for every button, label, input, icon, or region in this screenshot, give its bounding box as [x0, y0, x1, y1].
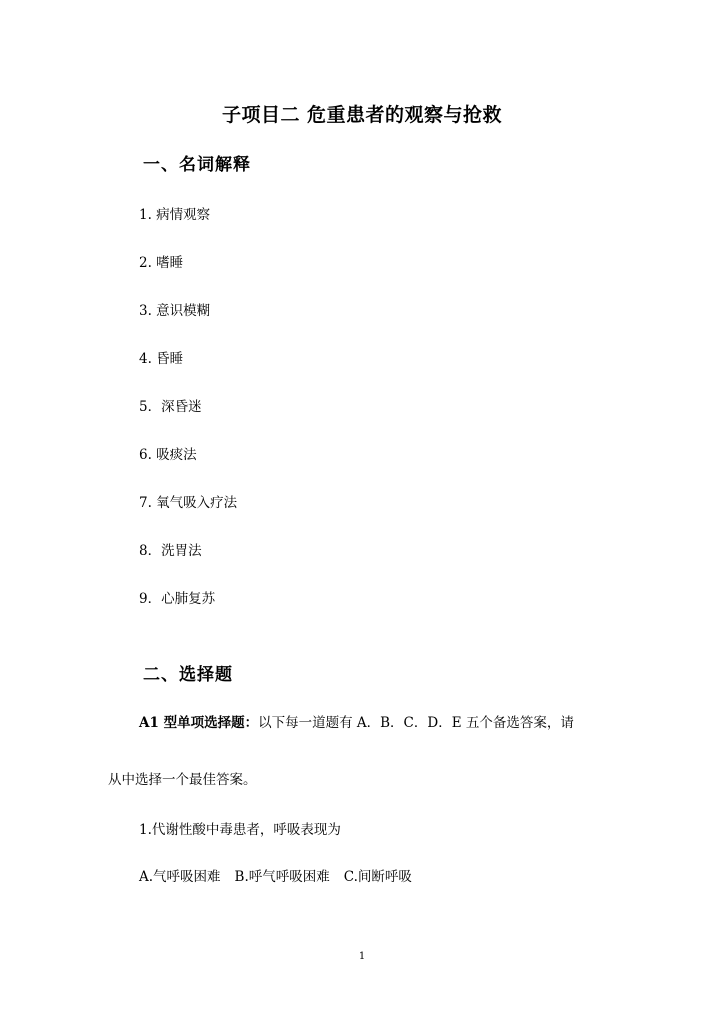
document-title: 子项目二 危重患者的观察与抢救 [221, 104, 503, 126]
term-item: 2. 嗜睡 [139, 255, 184, 271]
term-item: 7. 氧气吸入疗法 [139, 495, 238, 511]
question-type-instruction-cont: 从中选择一个最佳答案。 [108, 772, 257, 788]
question-options [139, 867, 426, 887]
question-type-instruction: 以下每一道题有 A．B．C．D．E 五个备选答案，请 [258, 715, 574, 731]
term-item: 1. 病情观察 [139, 207, 211, 223]
page-number: 1 [358, 951, 366, 962]
option-a: A.气呼吸困难 [139, 869, 221, 885]
term-item: 3. 意识模糊 [139, 303, 211, 319]
option-c: C.间断呼吸 [343, 869, 412, 885]
term-item: 8．洗胃法 [139, 543, 202, 559]
term-item: 6. 吸痰法 [139, 447, 197, 463]
question-type-label: A1 型单项选择题： [139, 715, 259, 731]
section-heading-terms: 一、名词解释 [143, 155, 251, 175]
question-stem: 1.代谢性酸中毒患者，呼吸表现为 [139, 822, 341, 838]
section-heading-choice: 二、选择题 [143, 665, 233, 685]
question-type-intro [139, 713, 574, 733]
term-item: 5．深昏迷 [139, 399, 202, 415]
option-b: B.呼气呼吸困难 [234, 869, 330, 885]
term-item: 4. 昏睡 [139, 351, 184, 367]
term-item: 9．心肺复苏 [139, 591, 216, 607]
